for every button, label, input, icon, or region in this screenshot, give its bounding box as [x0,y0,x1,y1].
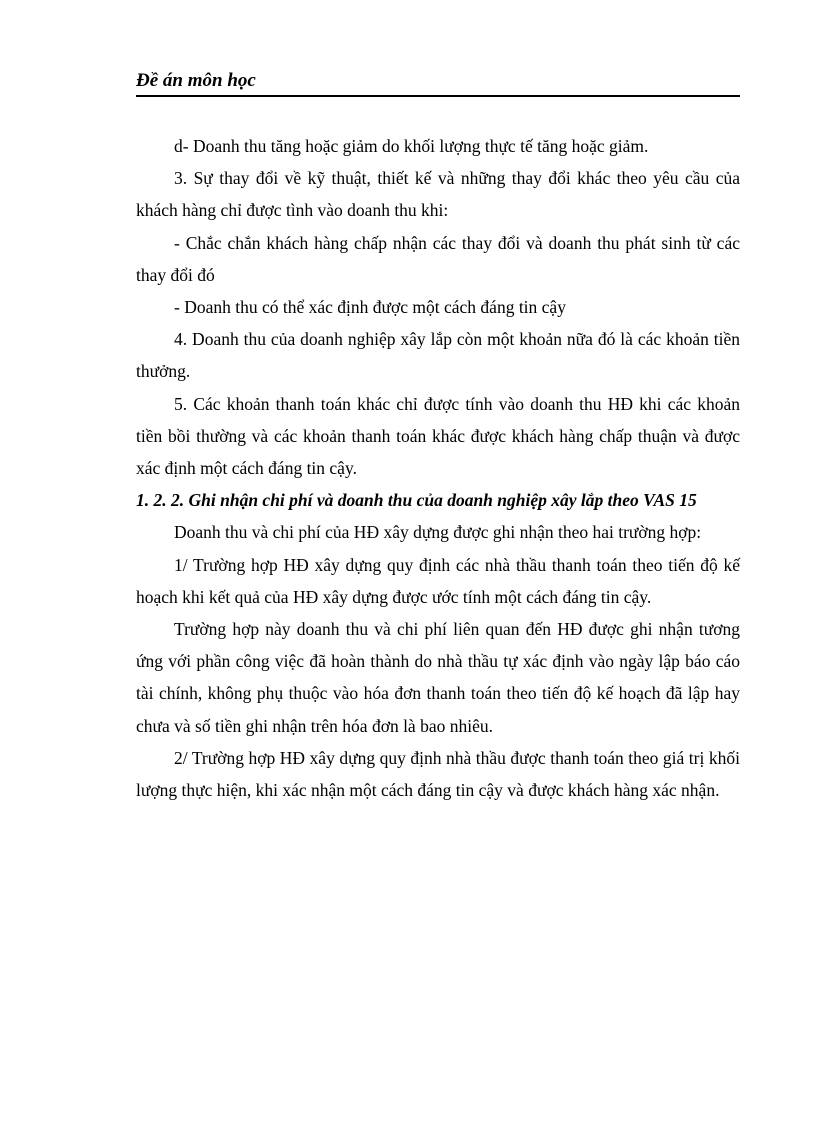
section-heading: 1. 2. 2. Ghi nhận chi phí và doanh thu của doanh nghiệp xây lắp theo VAS 15 [136,490,697,511]
paragraph-case-2: 2/ Trường hợp HĐ xây dựng quy định nhà thầu được thanh toán theo giá trị khối lượng thực hiện, khi xác nhận một cách đáng tin cậy và được khách hàng xác nhận. [136,747,740,801]
paragraph-bullet-changes-accepted: - Chắc chắn khách hàng chấp nhận các thay đổi và doanh thu phát sinh từ các thay đổi đó [136,232,740,285]
paragraph-point-4: 4. Doanh thu của doanh nghiệp xây lắp còn một khoản nữa đó là các khoản tiền thưởng. [136,329,740,382]
paragraph-intro-two-cases: Doanh thu và chi phí của HĐ xây dựng được ghi nhận theo hai trường hợp: [174,522,702,543]
paragraph-case-1: 1/ Trường hợp HĐ xây dựng quy định các nhà thầu thanh toán theo tiến độ kế hoạch khi kết quả của HĐ xây dựng được ước tính một cách đáng tin cậy. [136,554,740,607]
document-body [136,130,740,806]
paragraph-bullet-reliable: - Doanh thu có thể xác định được một cách đáng tin cậy [174,297,566,318]
header-title: Đề án môn học [136,70,256,91]
paragraph-point-3: 3. Sự thay đổi về kỹ thuật, thiết kế và những thay đổi khác theo yêu cầu của khách hàng chỉ được tình vào doanh thu khi: [136,168,740,221]
paragraph-case-1-detail: Trường hợp này doanh thu và chi phí liên quan đến HĐ được ghi nhận tương ứng với phần công việc đã hoàn thành do nhà thầu tự xác định vào ngày lập báo cáo tài chính, không phụ thuộc vào hóa đơn thanh toán theo tiến độ kế hoạch đã lập hay chưa và số tiền ghi nhận trên hóa đơn là bao nhiêu. [136,619,740,736]
paragraph-item-d: d- Doanh thu tăng hoặc giảm do khối lượng thực tế tăng hoặc giảm. [174,136,649,156]
paragraph-point-5: 5. Các khoản thanh toán khác chỉ được tính vào doanh thu HĐ khi các khoản tiền bồi thường và các khoản thanh toán khác được khách hàng chấp thuận và được xác định một cách đáng tin cậy. [136,393,740,479]
page-header [136,70,740,97]
